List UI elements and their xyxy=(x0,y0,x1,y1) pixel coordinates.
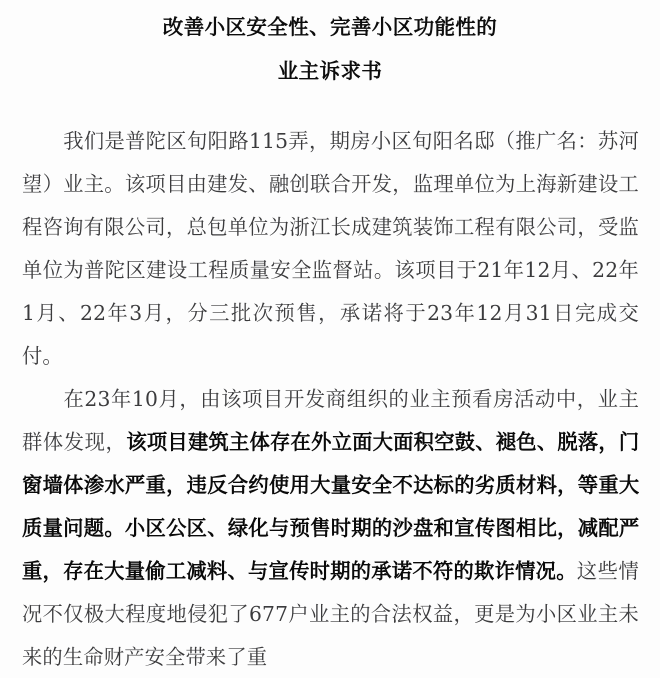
document-title-line-2: 业主诉求书 xyxy=(277,59,383,83)
document-title-line-1: 改善小区安全性、完善小区功能性的 xyxy=(162,15,498,39)
paragraph-intro xyxy=(22,120,639,378)
paragraph-findings-emphasis: 该项目建筑主体存在外立面大面积空鼓、褪色、脱落，门窗墙体渗水严重，违反合约使用大量安全不达标的劣质材料，等重大质量问题。小区公区、绿化与预售时期的沙盘和宣传图相比，减配严重，存在大量偷工减料、与宣传时期的承诺不符的欺诈情况。 xyxy=(22,430,639,583)
paragraph-findings-run-3: 这些情况不仅极大程度地侵犯了677户业主的合法权益，更是为小区业主未来的生命财产安全带来了重 xyxy=(22,559,639,669)
document-body xyxy=(0,120,660,678)
document-title-block xyxy=(0,0,660,92)
paragraph-intro-run-1: 我们是普陀区旬阳路115弄，期房小区旬阳名邸（推广名：苏河望）业主。该项目由建发、融创联合开发，监理单位为上海新建设工程咨询有限公司，总包单位为浙江长成建筑装饰工程有限公司，受监单位为普陀区建设工程质量安全监督站。该项目于21年12月、22年1月、22年3月，分三批次预售，承诺将于23年12月31日完成交付。 xyxy=(22,129,639,368)
paragraph-findings-run-1: 在23年10月，由该项目开发商组织的业主预看房活动中，业主群体发现， xyxy=(22,387,639,454)
paragraph-findings xyxy=(22,378,639,678)
